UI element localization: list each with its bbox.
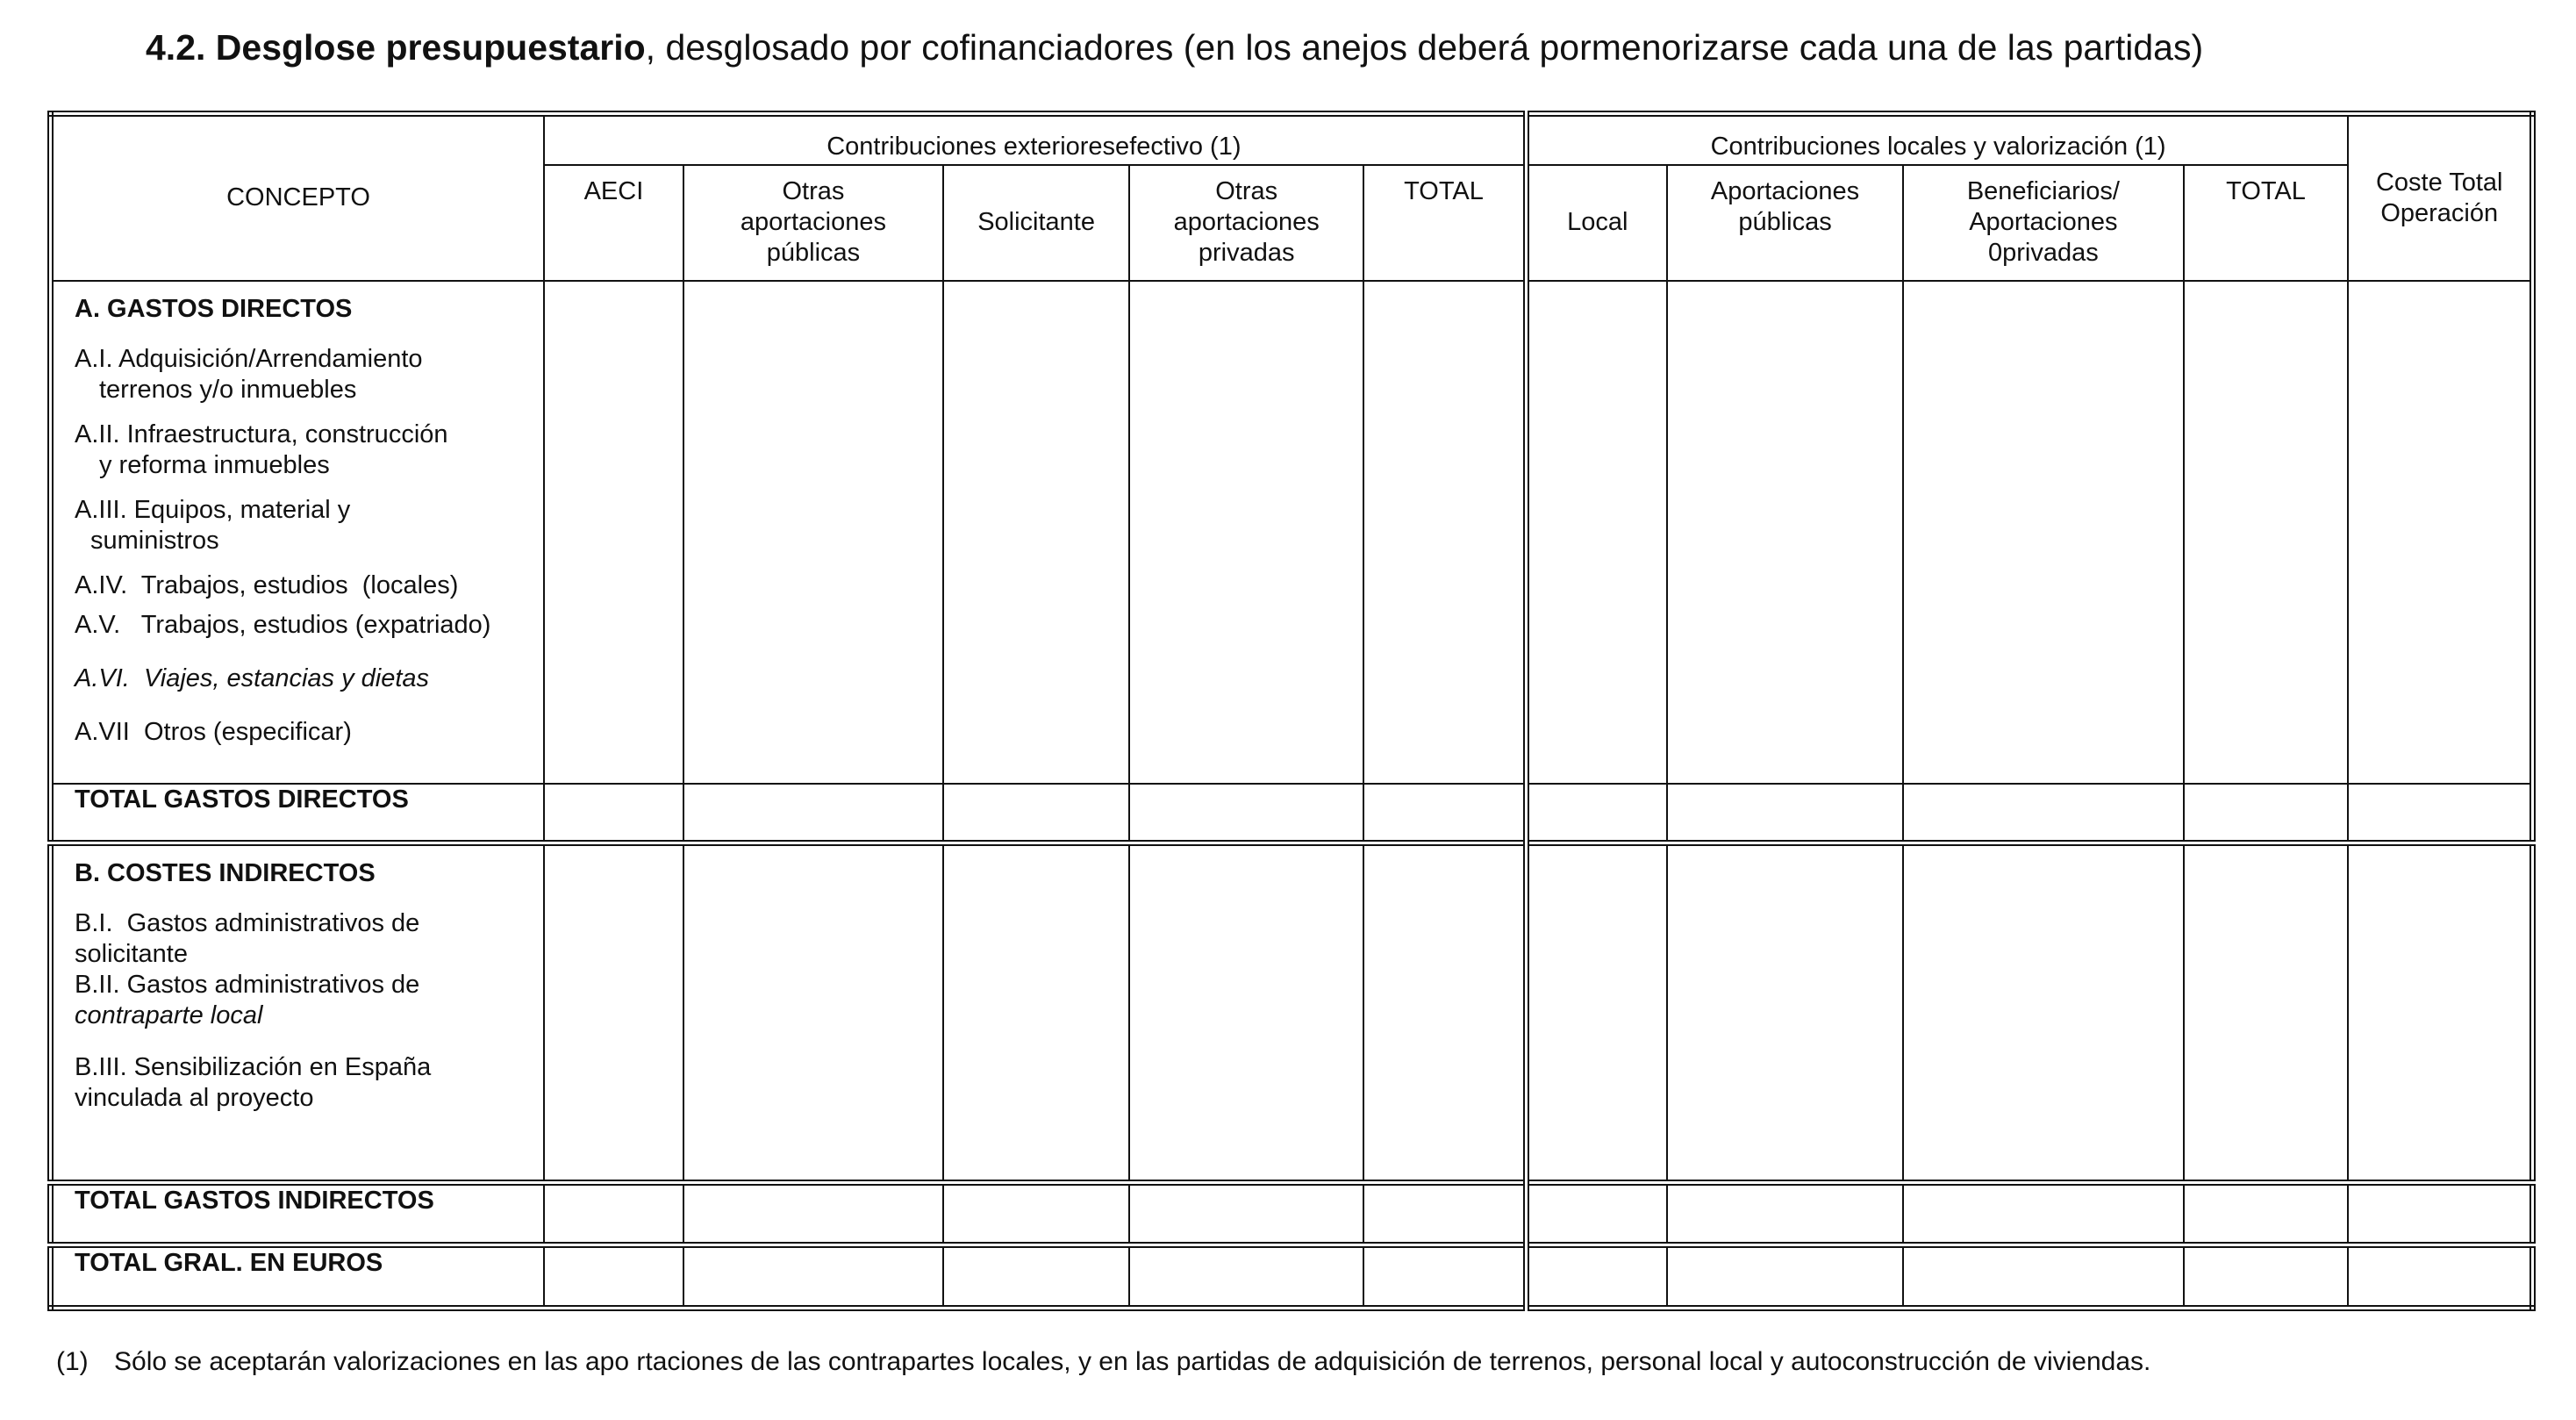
section-b-concepts (51, 843, 545, 1182)
cell[interactable] (683, 843, 943, 1182)
col-total-exterior: TOTAL (1363, 165, 1526, 281)
col-solicitante: Solicitante (943, 165, 1129, 281)
section-a-concepts (51, 281, 545, 784)
item-a3: A.III. Equipos, material y suministros (75, 495, 351, 555)
cell[interactable] (1526, 843, 1667, 1182)
total-directos-label: TOTAL GASTOS DIRECTOS (51, 784, 545, 843)
cell[interactable] (1667, 1183, 1903, 1244)
section-heading (146, 25, 2515, 70)
heading-rest: , desglosado por cofinanciadores (en los anejos deberá pormenorizarse cada una de las partidas) (645, 27, 2204, 68)
cell[interactable] (683, 281, 943, 784)
cell[interactable] (2184, 1183, 2349, 1244)
cell[interactable] (2348, 281, 2532, 784)
item-a5: A.V. Trabajos, estudios (expatriado) (75, 610, 491, 639)
group-local-header: Contribuciones locales y valorización (1) (1526, 114, 2348, 165)
cell[interactable] (544, 784, 683, 843)
footnote-text: Sólo se aceptarán valorizaciones en las apo rtaciones de las contrapartes locales, y en las partidas de adquisición de terrenos, personal local y autoconstrucción de viviendas. (114, 1347, 2151, 1376)
cell[interactable] (943, 1183, 1129, 1244)
cell[interactable] (2348, 784, 2532, 843)
cell[interactable] (1903, 1244, 2183, 1308)
cell[interactable] (1903, 1183, 2183, 1244)
cell[interactable] (544, 843, 683, 1182)
cell[interactable] (1526, 281, 1667, 784)
item-a7: A.VII Otros (especificar) (75, 717, 352, 746)
cell[interactable] (943, 1244, 1129, 1308)
heading-bold: 4.2. Desglose presupuestario (146, 27, 646, 68)
cell[interactable] (2184, 843, 2349, 1182)
cell[interactable] (1667, 784, 1903, 843)
cell[interactable] (2348, 1244, 2532, 1308)
col-total-local: TOTAL (2184, 165, 2349, 281)
cell[interactable] (1363, 784, 1526, 843)
cell[interactable] (1526, 784, 1667, 843)
cell[interactable] (2348, 843, 2532, 1182)
item-a1: A.I. Adquisición/Arrendamiento terrenos y/o inmuebles (75, 344, 423, 404)
cell[interactable] (943, 281, 1129, 784)
grand-total-label: TOTAL GRAL. EN EUROS (51, 1244, 545, 1308)
cell[interactable] (1667, 281, 1903, 784)
footnote-number: (1) (56, 1347, 89, 1376)
section-b-title: B. COSTES INDIRECTOS (75, 858, 376, 887)
cell[interactable] (1363, 1244, 1526, 1308)
cell[interactable] (1363, 1183, 1526, 1244)
col-otras-privadas: Otras aportaciones privadas (1129, 165, 1363, 281)
cell[interactable] (1903, 281, 2183, 784)
item-b2: B.II. Gastos administrativos de contraparte local (75, 970, 420, 1029)
total-directos-row (51, 784, 2533, 843)
col-beneficiarios: Beneficiarios/ Aportaciones 0privadas (1903, 165, 2183, 281)
group-exterior-header: Contribuciones exterioresefectivo (1) (544, 114, 1526, 165)
cell[interactable] (1363, 843, 1526, 1182)
section-a-row (51, 281, 2533, 784)
cell[interactable] (1667, 1244, 1903, 1308)
cell[interactable] (2184, 1244, 2349, 1308)
cell[interactable] (1363, 281, 1526, 784)
item-b1: B.I. Gastos administrativos de solicitante (75, 908, 420, 968)
item-b3: B.III. Sensibilización en España vinculada al proyecto (75, 1052, 432, 1112)
cell[interactable] (1903, 843, 2183, 1182)
header-row-groups (51, 114, 2533, 165)
item-a2: A.II. Infraestructura, construcción y reforma inmuebles (75, 420, 448, 479)
cell[interactable] (943, 843, 1129, 1182)
cell[interactable] (683, 1244, 943, 1308)
col-otras-publicas: Otras aportaciones públicas (683, 165, 943, 281)
concept-header: CONCEPTO (51, 114, 545, 281)
item-a6: A.VI. Viajes, estancias y dietas (75, 663, 430, 692)
cell[interactable] (1129, 281, 1363, 784)
cell[interactable] (544, 281, 683, 784)
section-a-title: A. GASTOS DIRECTOS (75, 294, 353, 323)
cell[interactable] (1129, 843, 1363, 1182)
cell[interactable] (544, 1244, 683, 1308)
cell[interactable] (1526, 1244, 1667, 1308)
budget-table (47, 111, 2536, 1311)
col-local: Local (1526, 165, 1667, 281)
total-indirectos-label: TOTAL GASTOS INDIRECTOS (51, 1183, 545, 1244)
cell[interactable] (1903, 784, 2183, 843)
cell[interactable] (544, 1183, 683, 1244)
grand-total-row (51, 1244, 2533, 1308)
cell[interactable] (1526, 1183, 1667, 1244)
item-a4: A.IV. Trabajos, estudios (locales) (75, 570, 459, 599)
col-aeci: AECI (544, 165, 683, 281)
cell[interactable] (683, 784, 943, 843)
footnote (56, 1345, 2557, 1380)
cell[interactable] (2184, 784, 2349, 843)
total-indirectos-row (51, 1183, 2533, 1244)
cell[interactable] (1129, 1244, 1363, 1308)
cell[interactable] (2184, 281, 2349, 784)
cell[interactable] (1667, 843, 1903, 1182)
col-aportaciones-publicas: Aportaciones públicas (1667, 165, 1903, 281)
cell[interactable] (1129, 1183, 1363, 1244)
coste-total-header: Coste Total Operación (2348, 114, 2532, 281)
cell[interactable] (2348, 1183, 2532, 1244)
cell[interactable] (683, 1183, 943, 1244)
cell[interactable] (1129, 784, 1363, 843)
section-b-row (51, 843, 2533, 1182)
cell[interactable] (943, 784, 1129, 843)
